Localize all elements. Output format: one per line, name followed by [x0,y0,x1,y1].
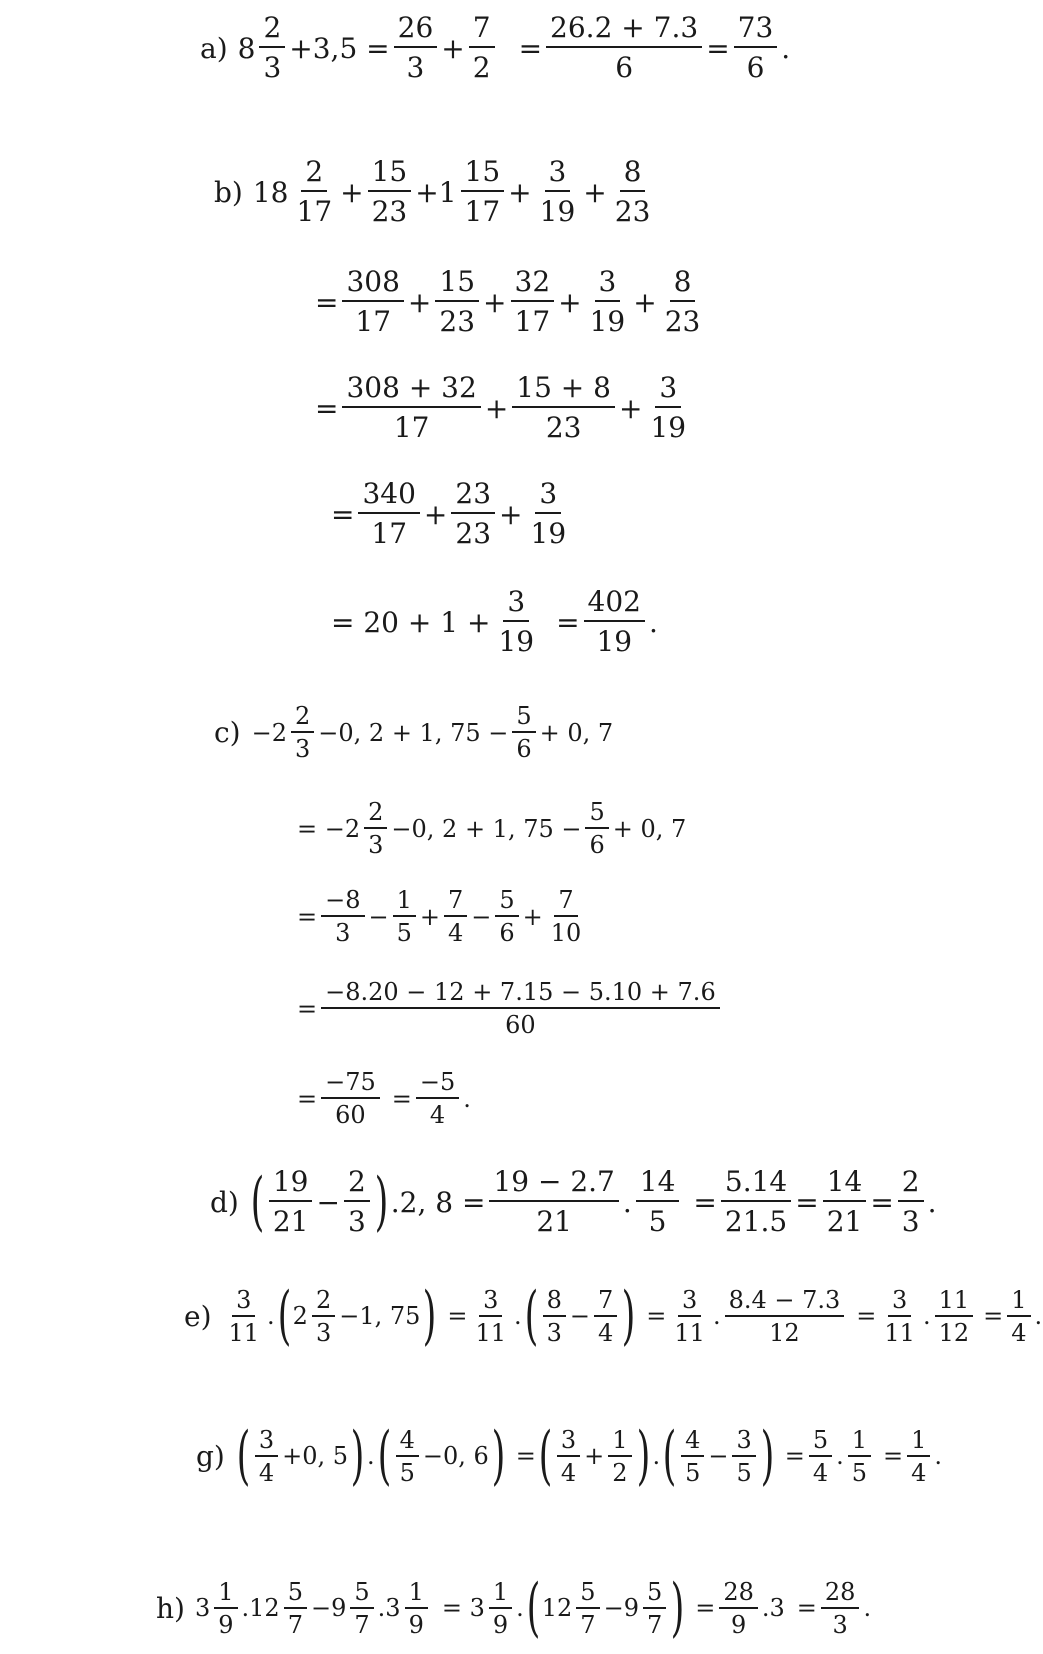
label-d: d) [210,1185,239,1219]
fraction: $\frac{3}{19}$ [530,477,567,550]
open-paren: ( [538,1419,553,1493]
fraction: $\frac{28}{3}$ [821,1580,860,1637]
mixed-number: 12 5 7 [542,1580,603,1637]
fraction: $\frac{-8.20 - 12 + 7.15 - 5.10 + 7.6}{60}$ [321,980,720,1037]
fraction: $\frac{1}{4}$ [907,1428,930,1485]
fraction: 4 5 [396,1428,419,1485]
label-c: c) [214,716,241,749]
fraction: $\frac{3}{11}$ [475,1285,507,1347]
fraction: $\frac{2}{3}$ [344,1168,370,1236]
fraction: 4 5 [681,1428,704,1485]
line-b-3: = $\frac{308 + 32}{17}$ + $\frac{15 + 8}{23}$ + $\frac{3}{19}$ [314,374,693,442]
fraction: $\frac{7}{4}$ [444,888,467,945]
fraction: $\frac{15}{23}$ [368,158,412,226]
fraction: $\frac{23}{23}$ [451,480,495,548]
fraction: $\frac{340}{17}$ [358,480,419,548]
close-paren: ) [423,1279,437,1353]
fraction: $\frac{1}{5}$ [393,888,416,945]
fraction: $\frac{3}{19}$ [589,265,626,338]
fraction: $\frac{15}{23}$ [435,268,479,336]
close-paren: ) [491,1419,506,1493]
fraction: $\frac{28}{9}$ [719,1580,758,1637]
mixed-number: 8 2 3 [238,14,289,82]
fraction: $\frac{8}{23}$ [664,265,701,338]
close-paren: ) [670,1571,685,1645]
close-paren: ) [621,1279,636,1353]
fraction: $\frac{14}{21}$ [823,1168,867,1236]
close-paren: ) [760,1419,775,1493]
label-h: h) [156,1591,185,1625]
line-c-3: = $\frac{-8}{3}$ − $\frac{1}{5}$ + $\frac{7}{4}$ − $\frac{5}{6}$ + $\frac{7}{10}$ [296,888,588,945]
fraction: $\frac{1}{4}$ [1007,1288,1030,1345]
close-paren: ) [350,1419,365,1493]
open-paren: ( [526,1571,541,1645]
fraction: $\frac{7}{10}$ [550,886,582,947]
fraction: 5 7 [643,1580,666,1637]
fraction: 8 3 [543,1288,566,1345]
open-paren: ( [250,1165,265,1239]
fraction: $\frac{8.4 - 7.3}{12}$ [725,1288,845,1345]
line-b-2: = $\frac{308}{17}$ + $\frac{15}{23}$ + $\frac{32}{17}$ + $\frac{3}{19}$ + $\frac{8}{23}$ [314,268,707,336]
fraction: $\frac{5}{4}$ [809,1428,832,1485]
fraction: 5 7 [284,1580,307,1637]
close-paren: ) [374,1165,389,1239]
label-a: a) [200,31,228,65]
line-h: h) 3 1 9 .12 5 7 −9 5 7 .3 $\frac{1}{9}$ = 3 1 9 . ( 12 5 7 −9 5 7 ) = $\frac{28}{9}$ .3 = $\frac{28}{3}$ . [156,1571,872,1645]
line-c-4: = $\frac{-8.20 - 12 + 7.15 - 5.10 + 7.6}{60}$ [296,980,723,1037]
fraction: $\frac{19 - 2.7}{21}$ [489,1168,618,1236]
line-g: g) ( 3 4 +0, 5 ) . ( 4 5 −0, 6 ) = ( 3 4 + $\frac{1}{2}$ ) . ( 4 5 − $\frac{3}{5}$ ) = $\frac{5}{4}$ . $\frac{1}{5}$ = $\frac{1}{4}$ . [196,1419,943,1493]
fraction: $\frac{3}{19}$ [650,371,687,444]
fraction: $\frac{8}{23}$ [614,155,651,228]
fraction: $\frac{2}{3}$ [898,1168,924,1236]
label-b: b) [214,175,243,209]
line-e: e) 3 11 . ( 2 2 3 −1, 75 ) = $\frac{3}{11}$ . ( 8 3 − $\frac{7}{4}$ ) = $\frac{3}{11}$ . $\frac{8.4 - 7.3}{12}$ = $\frac{3}{11}$ . $\frac{11}{12}$ = $\frac{1}{4}$ . [184,1279,1043,1353]
fraction: $\frac{-5}{4}$ [416,1070,459,1127]
fraction: 15 17 [461,158,505,226]
fraction: 2 3 [364,800,387,857]
fraction: $\frac{3}{11}$ [884,1285,915,1347]
fraction: $\frac{1}{5}$ [848,1428,871,1485]
fraction: 3 11 [228,1285,260,1347]
fraction: $\frac{5}{6}$ [512,704,535,761]
fraction: $\frac{3}{11}$ [674,1285,705,1347]
fraction: $\frac{73}{6}$ [734,14,778,82]
mixed-number: 3 1 9 [195,1580,241,1637]
open-paren: ( [277,1279,292,1353]
fraction: $\frac{7}{4}$ [594,1288,617,1345]
fraction: 1 9 [489,1580,512,1637]
label-e: e) [184,1299,212,1333]
open-paren: ( [377,1419,391,1493]
fraction: $\frac{308 + 32}{17}$ [342,374,480,442]
fraction: 3 4 [557,1428,580,1485]
fraction: 5 7 [350,1580,373,1637]
label-g: g) [196,1439,225,1473]
fraction: $\frac{5}{6}$ [495,888,518,945]
fraction: $\frac{26.2 + 7.3}{6}$ [546,14,702,82]
fraction: $\frac{5}{6}$ [585,800,608,857]
fraction: $\frac{7}{2}$ [469,14,495,82]
fraction: $\frac{26}{3}$ [394,14,438,82]
fraction: $\frac{308}{17}$ [342,268,403,336]
fraction: $\frac{3}{5}$ [732,1428,755,1485]
fraction: 2 3 [291,704,314,761]
line-b-4: = $\frac{340}{17}$ + $\frac{23}{23}$ + $\frac{3}{19}$ [330,480,573,548]
fraction: $\frac{1}{2}$ [608,1428,631,1485]
fraction: $\frac{1}{9}$ [405,1580,428,1637]
fraction: $\frac{32}{17}$ [511,268,555,336]
line-d: d) ( 19 21 − $\frac{2}{3}$ ) .2, 8 = $\frac{19 - 2.7}{21}$ . $\frac{14}{5}$ = $\frac{5.14}{21.5}$ = $\frac{14}{21}$ = $\frac{2}{3}$ . [210,1165,937,1239]
line-c-1: c) −2 2 3 −0, 2 + 1, 75 − $\frac{5}{6}$ + 0, 7 [214,702,614,763]
fraction: $\frac{-75}{60}$ [321,1070,380,1127]
close-paren: ) [636,1419,650,1493]
fraction: 19 21 [269,1168,313,1236]
line-c-2: = −2 2 3 −0, 2 + 1, 75 − $\frac{5}{6}$ + 0, 7 [297,798,687,859]
line-c-5: = $\frac{-75}{60}$ = $\frac{-5}{4}$ . [297,1068,471,1129]
mixed-number: 18 2 17 [252,155,333,228]
fraction: $\frac{11}{12}$ [935,1288,974,1345]
fraction: $\frac{402}{19}$ [584,588,645,656]
line-b-5: = 20 + 1 + $\frac{3}{19}$ = $\frac{402}{19}$ . [331,585,658,658]
fraction: $\frac{15 + 8}{23}$ [512,374,615,442]
open-paren: ( [236,1419,251,1493]
fraction: $\frac{3}{19}$ [539,155,576,228]
line-b-1: b) 18 2 17 + $\frac{15}{23}$ +1 15 17 + $\frac{3}{19}$ + $\frac{8}{23}$ [214,158,657,226]
fraction: 3 4 [255,1428,278,1485]
fraction: $\frac{5.14}{21.5}$ [721,1168,791,1236]
fraction: $\frac{14}{5}$ [636,1168,680,1236]
fraction: $\frac{3}{19}$ [498,585,535,658]
open-paren: ( [662,1419,677,1493]
mixed-number: 2 2 3 [293,1288,339,1345]
open-paren: ( [524,1279,539,1353]
line-a: a) 8 2 3 +3,5 = $\frac{26}{3}$ + $\frac{7}{2}$ = $\frac{26.2 + 7.3}{6}$ = $\frac{73}{6}$ . [200,11,791,84]
fraction: $\frac{-8}{3}$ [321,888,364,945]
